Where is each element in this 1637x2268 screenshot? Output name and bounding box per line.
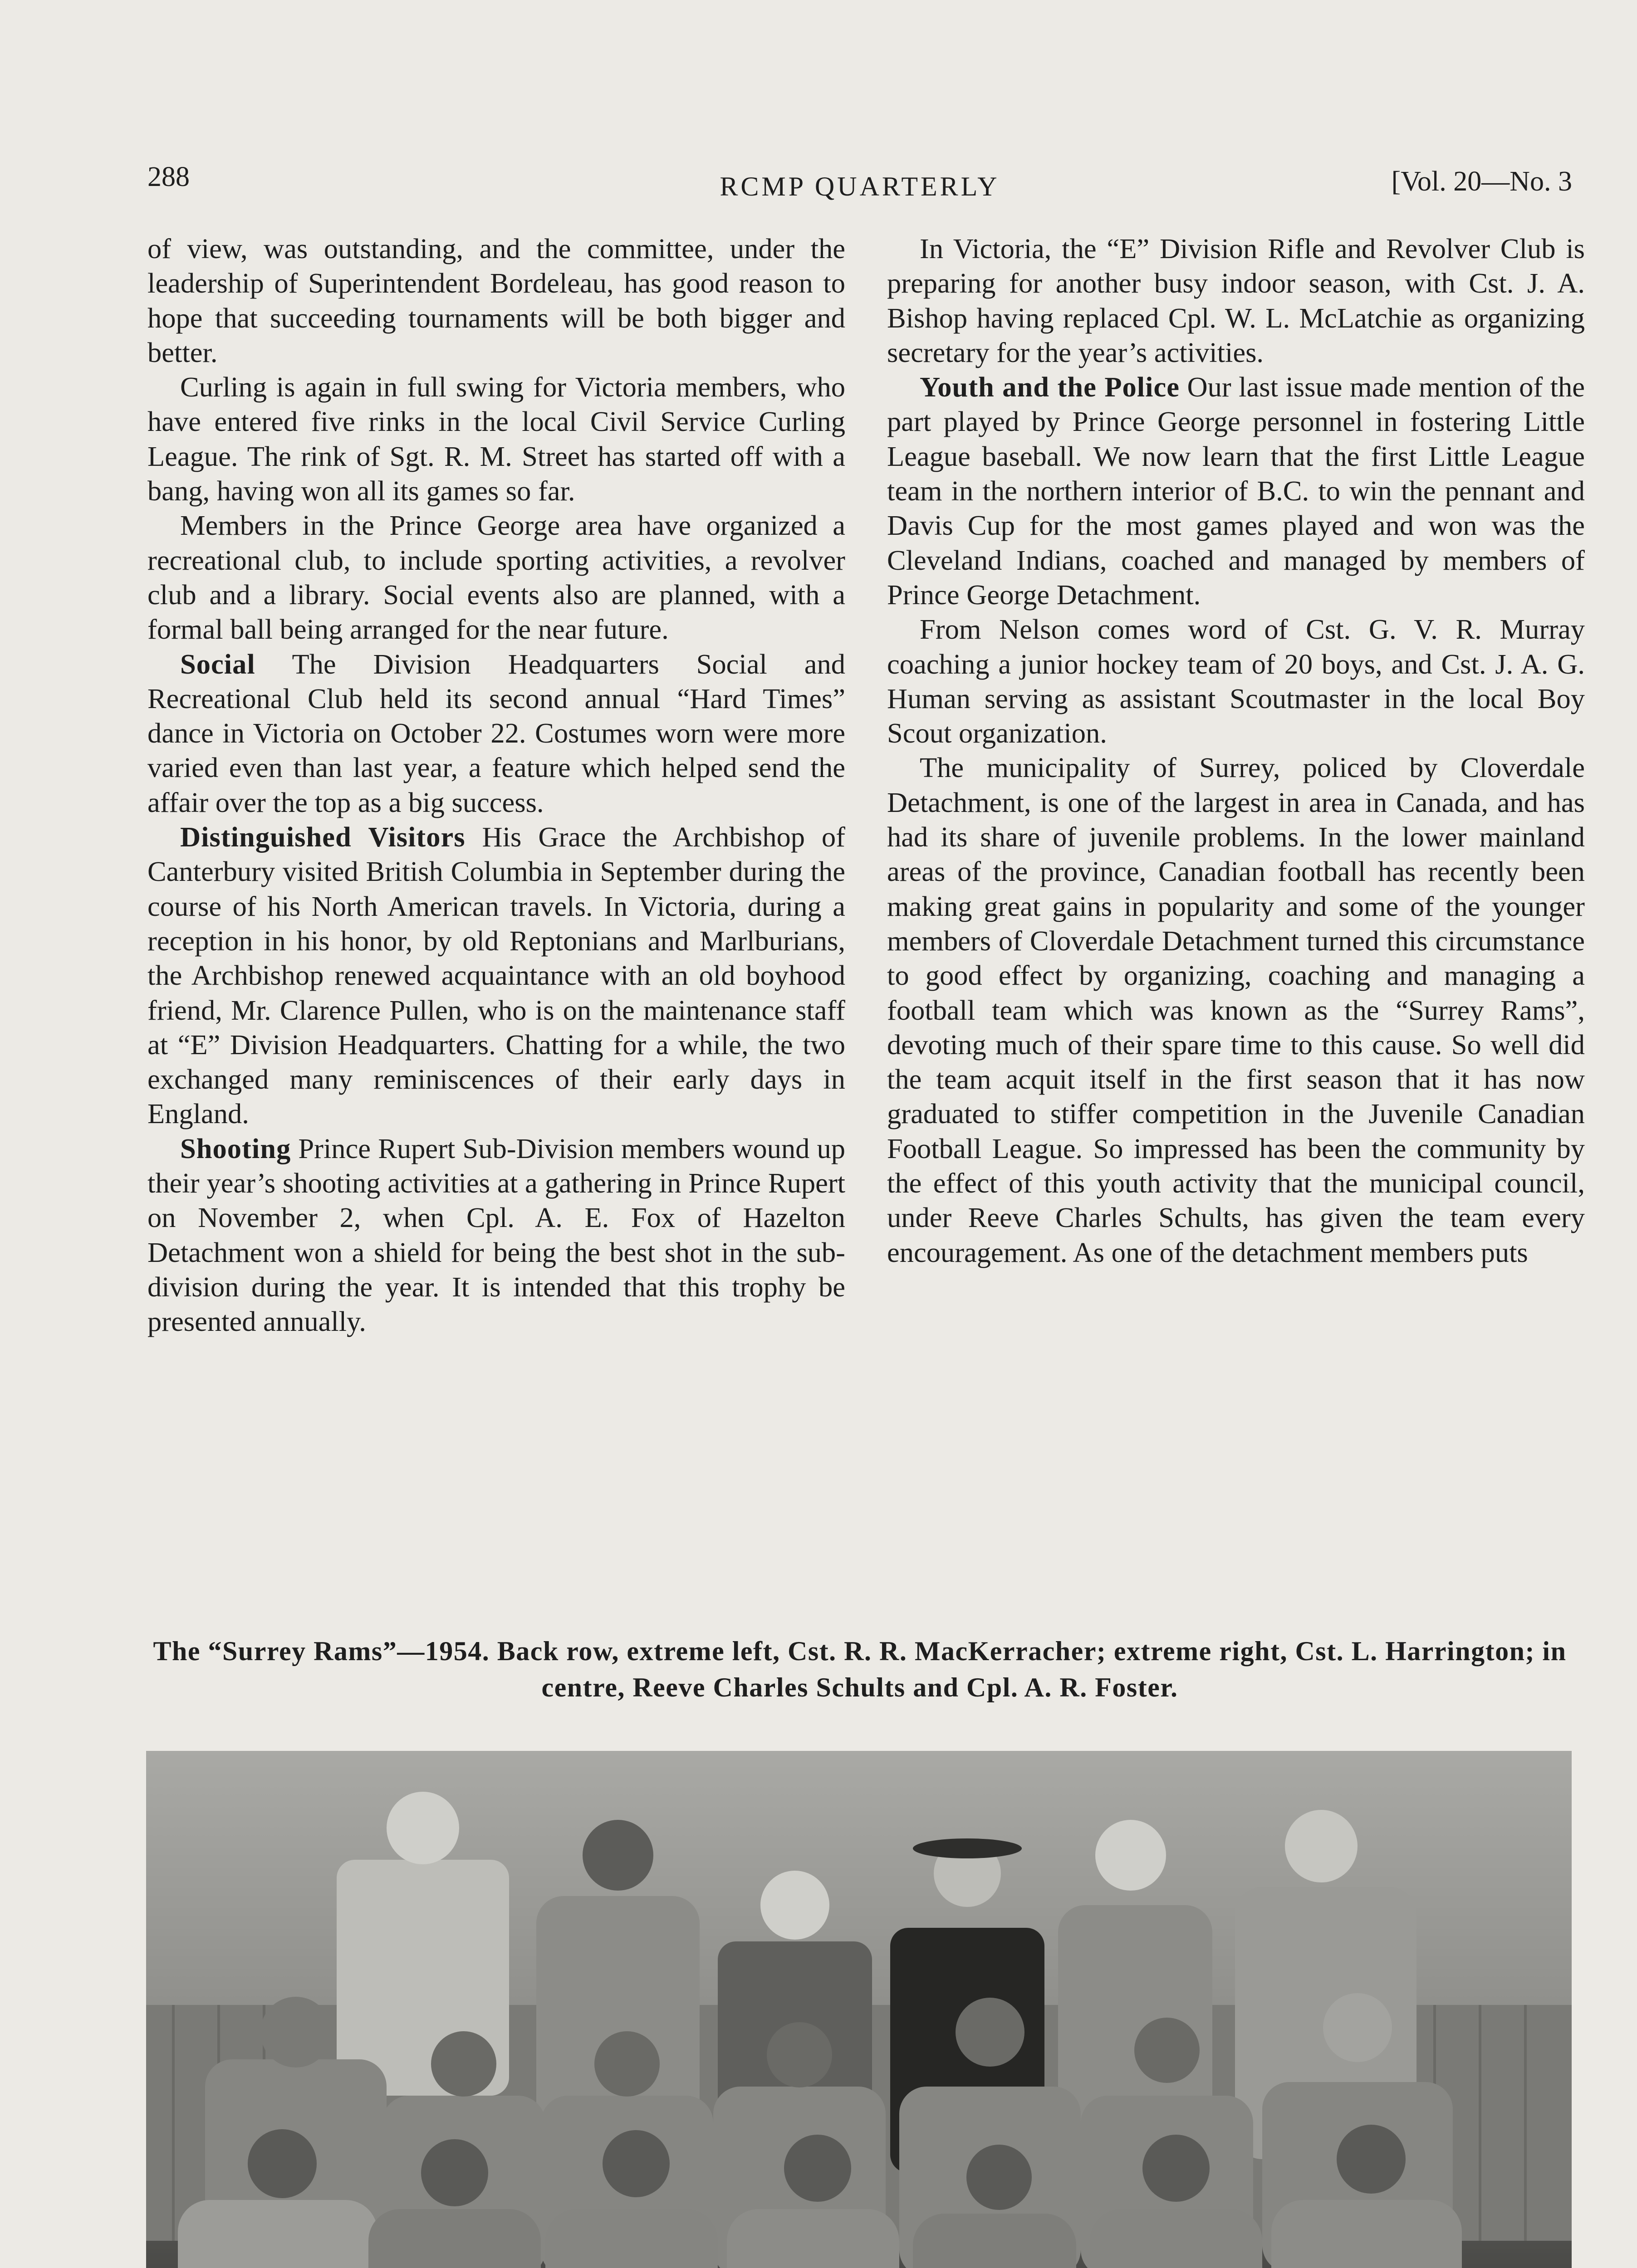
team-photograph <box>146 1751 1572 2268</box>
paragraph-text: Prince Rupert Sub-Division members wound up their year’s shooting activities at a gathering in Prince Rupert on November 2, when Cpl. A. E. Fox of Hazelton Detachment won a shield for being the best shot in the sub-division during the year. It is intended that this trophy be presented annually. <box>147 1132 845 1338</box>
paragraph <box>887 370 1585 612</box>
paragraph <box>147 820 845 1131</box>
paragraph: Curling is again in full swing for Victoria members, who have entered five rinks in the local Civil Service Curling League. The rink of Sgt. R. M. Street has started off with a bang, having won all its games so far. <box>147 371 845 507</box>
paragraph: of view, was outstanding, and the committee, under the leadership of Superintendent Bordeleau, has good reason to hope that succeeding tournaments will be both bigger and better. <box>147 233 845 368</box>
photo-caption: The “Surrey Rams”—1954. Back row, extreme left, Cst. R. R. MacKerracher; extreme right, Cst. L. Harrington; in centre, Reeve Charles Schults and Cpl. A. R. Foster. <box>153 1636 1567 1702</box>
run-in-heading: Shooting <box>180 1132 291 1164</box>
paragraph-text: His Grace the Archbishop of Canterbury visited British Columbia in September during the course of his North American travels. In Victoria, during a reception in his honor, by old Reptonians and Marlburians, the Archbishop renewed acquaintance with an old boyhood friend, Mr. Clarence Pullen, who is on the maintenance staff at “E” Division Headquarters. Chatting for a while, the two exchanged many reminiscences of their early days in England. <box>147 821 845 1130</box>
left-column <box>147 231 845 1339</box>
run-in-heading: Distinguished Visitors <box>180 821 466 853</box>
paragraph: The municipality of Surrey, policed by Cloverdale Detachment, is one of the largest in area in Canada, and has had its share of juvenile problems. In the lower mainland areas of the province, Canadian football has recently been making great gains in popularity and some of the younger members of Cloverdale Detachment turned this circumstance to good effect by organizing, coaching and managing a football team which was known as the “Surrey Rams”, devoting much of their spare time to this cause. So well did the team acquit itself in the first season that it has now graduated to stiffer competition in the Juvenile Canadian Football League. So impressed has been the community by the effect of this youth activity that the municipal council, under Reeve Charles Schults, has given the team every encouragement. As one of the detachment members puts <box>887 752 1585 1268</box>
page-number: 288 <box>147 161 190 192</box>
paragraph-text: Our last issue made mention of the part played by Prince George personnel in fostering Little League baseball. We now learn that the first Little League team in the northern interior of B.C. to win the pennant and Davis Cup for the most games played and won was the Cleveland Indians, coached and managed by members of Prince George Detachment. <box>887 371 1585 611</box>
run-in-heading: Youth and the Police <box>920 371 1180 403</box>
right-column <box>887 231 1585 1270</box>
paragraph: Members in the Prince George area have organized a recreational club, to include sporting activities, a revolver club and a library. Social events also are planned, with a formal ball being arranged for the near future. <box>147 509 845 645</box>
issue-reference: [Vol. 20—No. 3 <box>1391 166 1572 197</box>
paragraph-text: The Division Headquarters Social and Recreational Club held its second annual “Hard Times” dance in Victoria on October 22. Costumes worn were more varied even than last year, a feature which helped send the affair over the top as a big success. <box>147 648 845 818</box>
paragraph: In Victoria, the “E” Division Rifle and Revolver Club is preparing for another busy indoor season, with Cst. J. A. Bishop having replaced Cpl. W. L. McLatchie as organizing secretary for the year’s activities. <box>887 233 1585 368</box>
run-in-heading: Social <box>180 648 255 680</box>
paragraph: From Nelson comes word of Cst. G. V. R. Murray coaching a junior hockey team of 20 boys, and Cst. J. A. G. Human serving as assistant Scoutmaster in the local Boy Scout organization. <box>887 613 1585 749</box>
team-photo-drawing <box>146 1751 1572 2268</box>
paragraph <box>147 647 845 820</box>
paragraph <box>147 1131 845 1339</box>
page-header <box>147 161 1572 211</box>
journal-title: RCMP QUARTERLY <box>720 171 1000 201</box>
